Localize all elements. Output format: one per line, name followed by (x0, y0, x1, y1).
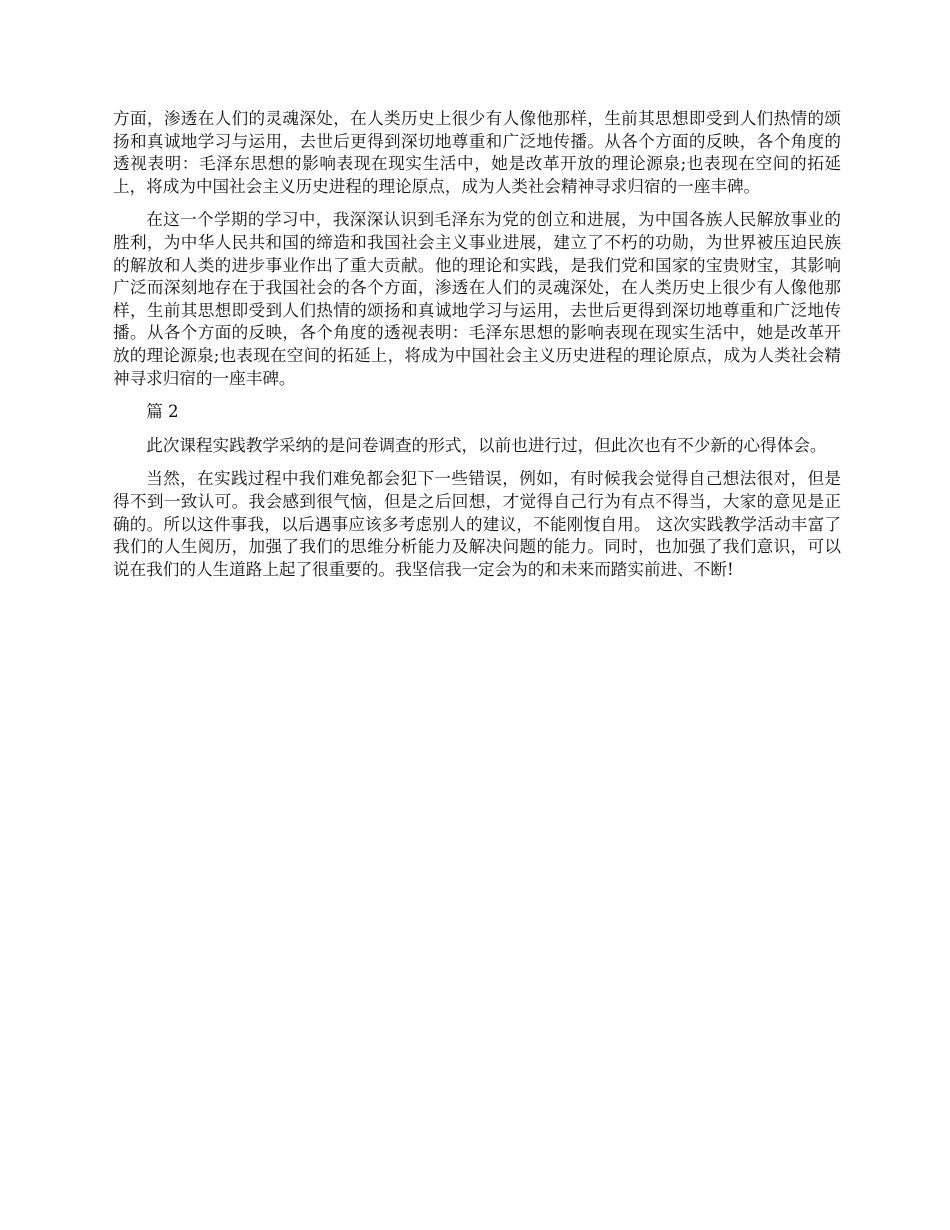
body-paragraph: 当然，在实践过程中我们难免都会犯下一些错误，例如，有时候我会觉得自己想法很对，但是得不到一致认可。我会感到很气恼，但是之后回想，才觉得自己行为有点不得当，大家的意见是正确的。所以这件事我，以后遇事应该多考虑别人的建议，不能刚愎自用。 这次实践教学活动丰富了我们的人生阅历，加强了我们的思维分析能力及解决问题的能力。同时，也加强了我们意识，可以说在我们的人生道路上起了很重要的。我坚信我一定会为的和未来而踏实前进、不断! (113, 469, 841, 579)
document-page (113, 108, 841, 592)
body-paragraph: 方面，渗透在人们的灵魂深处，在人类历史上很少有人像他那样，生前其思想即受到人们热情的颂扬和真诚地学习与运用，去世后更得到深切地尊重和广泛地传播。从各个方面的反映，各个角度的透视表明：毛泽东思想的影响表现在现实生活中，她是改革开放的理论源泉;也表现在空间的拓延上，将成为中国社会主义历史进程的理论原点，成为人类社会精神寻求归宿的一座丰碑。 (113, 109, 841, 196)
body-paragraph: 在这一个学期的学习中，我深深认识到毛泽东为党的创立和进展，为中国各族人民解放事业的胜利，为中华人民共和国的缔造和我国社会主义事业进展，建立了不朽的功勋，为世界被压迫民族的解放和人类的进步事业作出了重大贡献。他的理论和实践，是我们党和国家的宝贵财宝，其影响广泛而深刻地存在于我国社会的各个方面，渗透在人们的灵魂深处，在人类历史上很少有人像他那样，生前其思想即受到人们热情的颂扬和真诚地学习与运用，去世后更得到深切地尊重和广泛地传播。从各个方面的反映，各个角度的透视表明：毛泽东思想的影响表现在现实生活中，她是改革开放的理论源泉;也表现在空间的拓延上，将成为中国社会主义历史进程的理论原点，成为人类社会精神寻求归宿的一座丰碑。 (113, 210, 841, 388)
body-paragraph: 此次课程实践教学采纳的是问卷调查的形式，以前也进行过，但此次也有不少新的心得体会。 (146, 435, 827, 455)
section-heading: 篇 2 (146, 402, 179, 422)
